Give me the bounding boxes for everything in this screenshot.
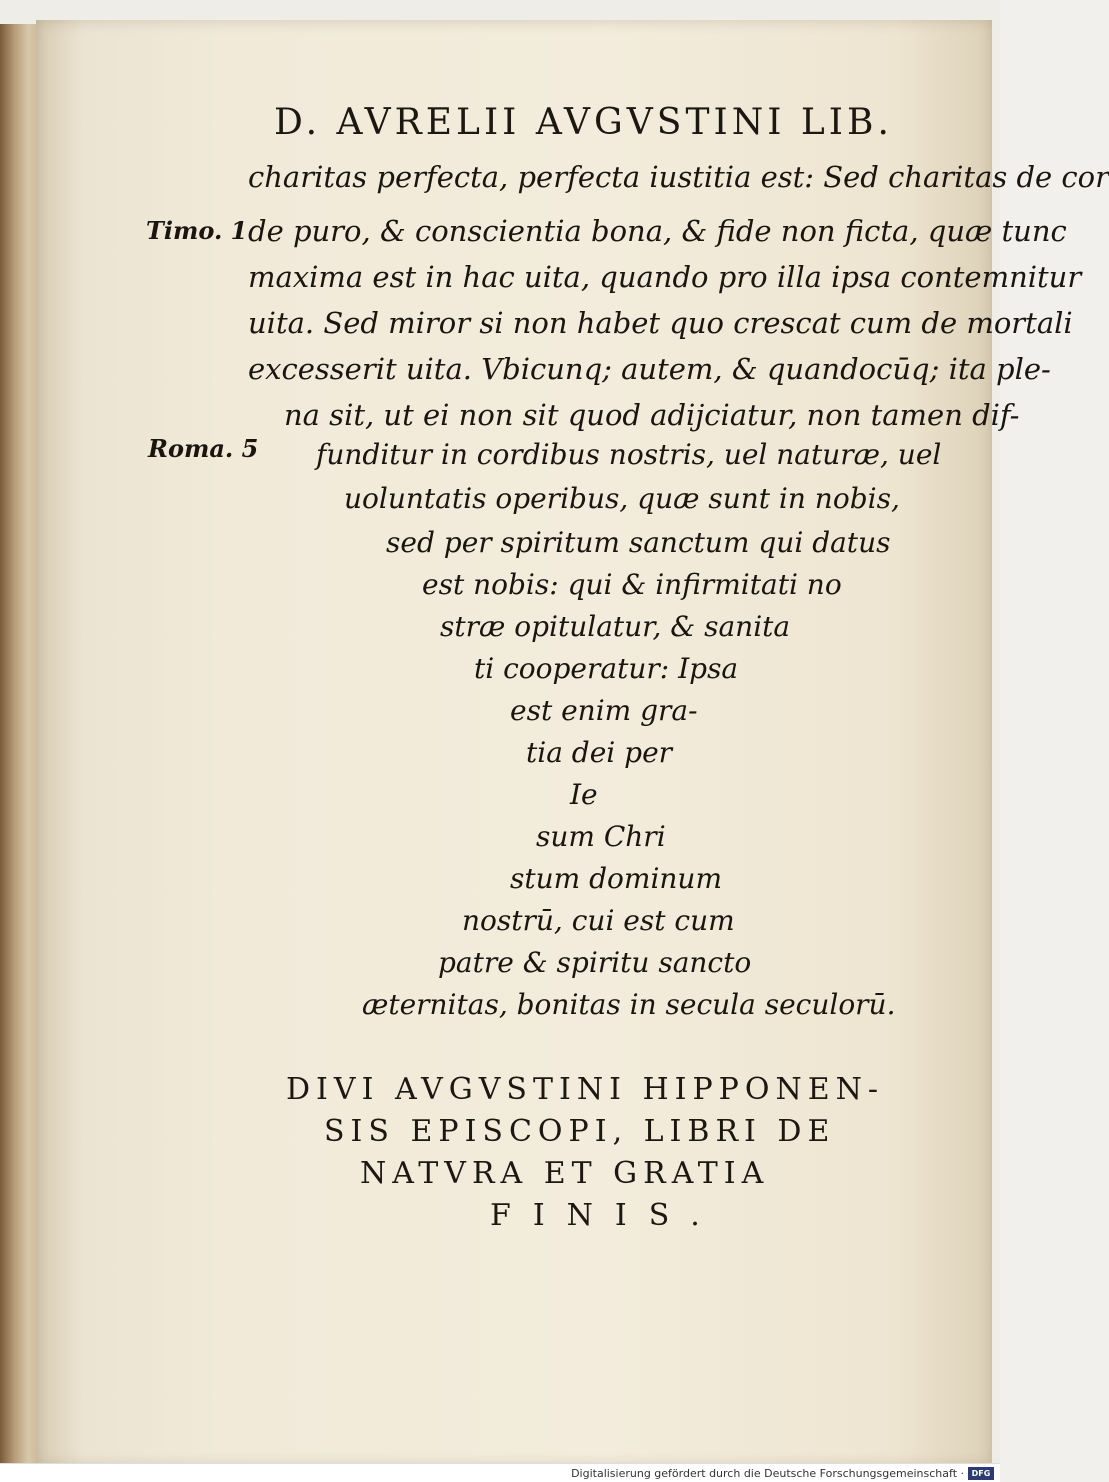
body-line: charitas perfecta, perfecta iustitia est: Sed charitas de cor: [248, 160, 1109, 194]
body-line: nostrū, cui est cum: [462, 904, 735, 937]
body-line: uoluntatis operibus, quæ sunt in nobis,: [344, 482, 900, 515]
running-head: D. AVRELII AVGVSTINI LIB.: [274, 102, 893, 143]
body-line: est enim gra-: [510, 694, 698, 727]
funding-notice: Digitalisierung gefördert durch die Deutsche Forschungsgemeinschaft ·: [571, 1467, 964, 1480]
body-line: Ie: [570, 778, 598, 811]
body-line: sum Chri: [536, 820, 666, 853]
body-line: sed per spiritum sanctum qui datus: [386, 526, 891, 559]
margin-note-romans: Roma. 5: [148, 434, 259, 463]
body-line: na sit, ut ei non sit quod adijciatur, non tamen dif-: [284, 398, 1020, 432]
colophon-line: DIVI AVGVSTINI HIPPONEN-: [286, 1072, 884, 1107]
body-line: de puro, & conscientia bona, & fide non ficta, quæ tunc: [248, 214, 1067, 248]
body-line: uita. Sed miror si non habet quo crescat cum de mortali: [248, 306, 1073, 340]
colophon-line: FINIS.: [490, 1198, 722, 1233]
colophon-line: SIS EPISCOPI, LIBRI DE: [324, 1114, 836, 1149]
dfg-logo: DFG: [968, 1467, 994, 1480]
margin-note-timothy: Timo. 1: [146, 216, 248, 245]
book-spine-edge: [0, 24, 40, 1464]
body-line: est nobis: qui & infirmitati no: [422, 568, 842, 601]
page-content: [36, 20, 1109, 1466]
book-page: [36, 20, 1109, 1466]
body-line: ti cooperatur: Ipsa: [474, 652, 739, 685]
body-line: tia dei per: [526, 736, 673, 769]
body-line: stum dominum: [510, 862, 723, 895]
body-line: stræ opitulatur, & sanita: [440, 610, 791, 643]
body-line: patre & spiritu sancto: [438, 946, 752, 979]
colophon-line: NATVRA ET GRATIA: [360, 1156, 770, 1191]
body-line: funditur in cordibus nostris, uel naturæ, uel: [316, 438, 942, 471]
body-line: æternitas, bonitas in secula seculorū.: [362, 988, 896, 1021]
body-line: excesserit uita. Vbicunq; autem, & quandocūq; ita ple-: [248, 352, 1051, 386]
footer-bar: [0, 1463, 1000, 1482]
body-line: maxima est in hac uita, quando pro illa ipsa contemnitur: [248, 260, 1082, 294]
